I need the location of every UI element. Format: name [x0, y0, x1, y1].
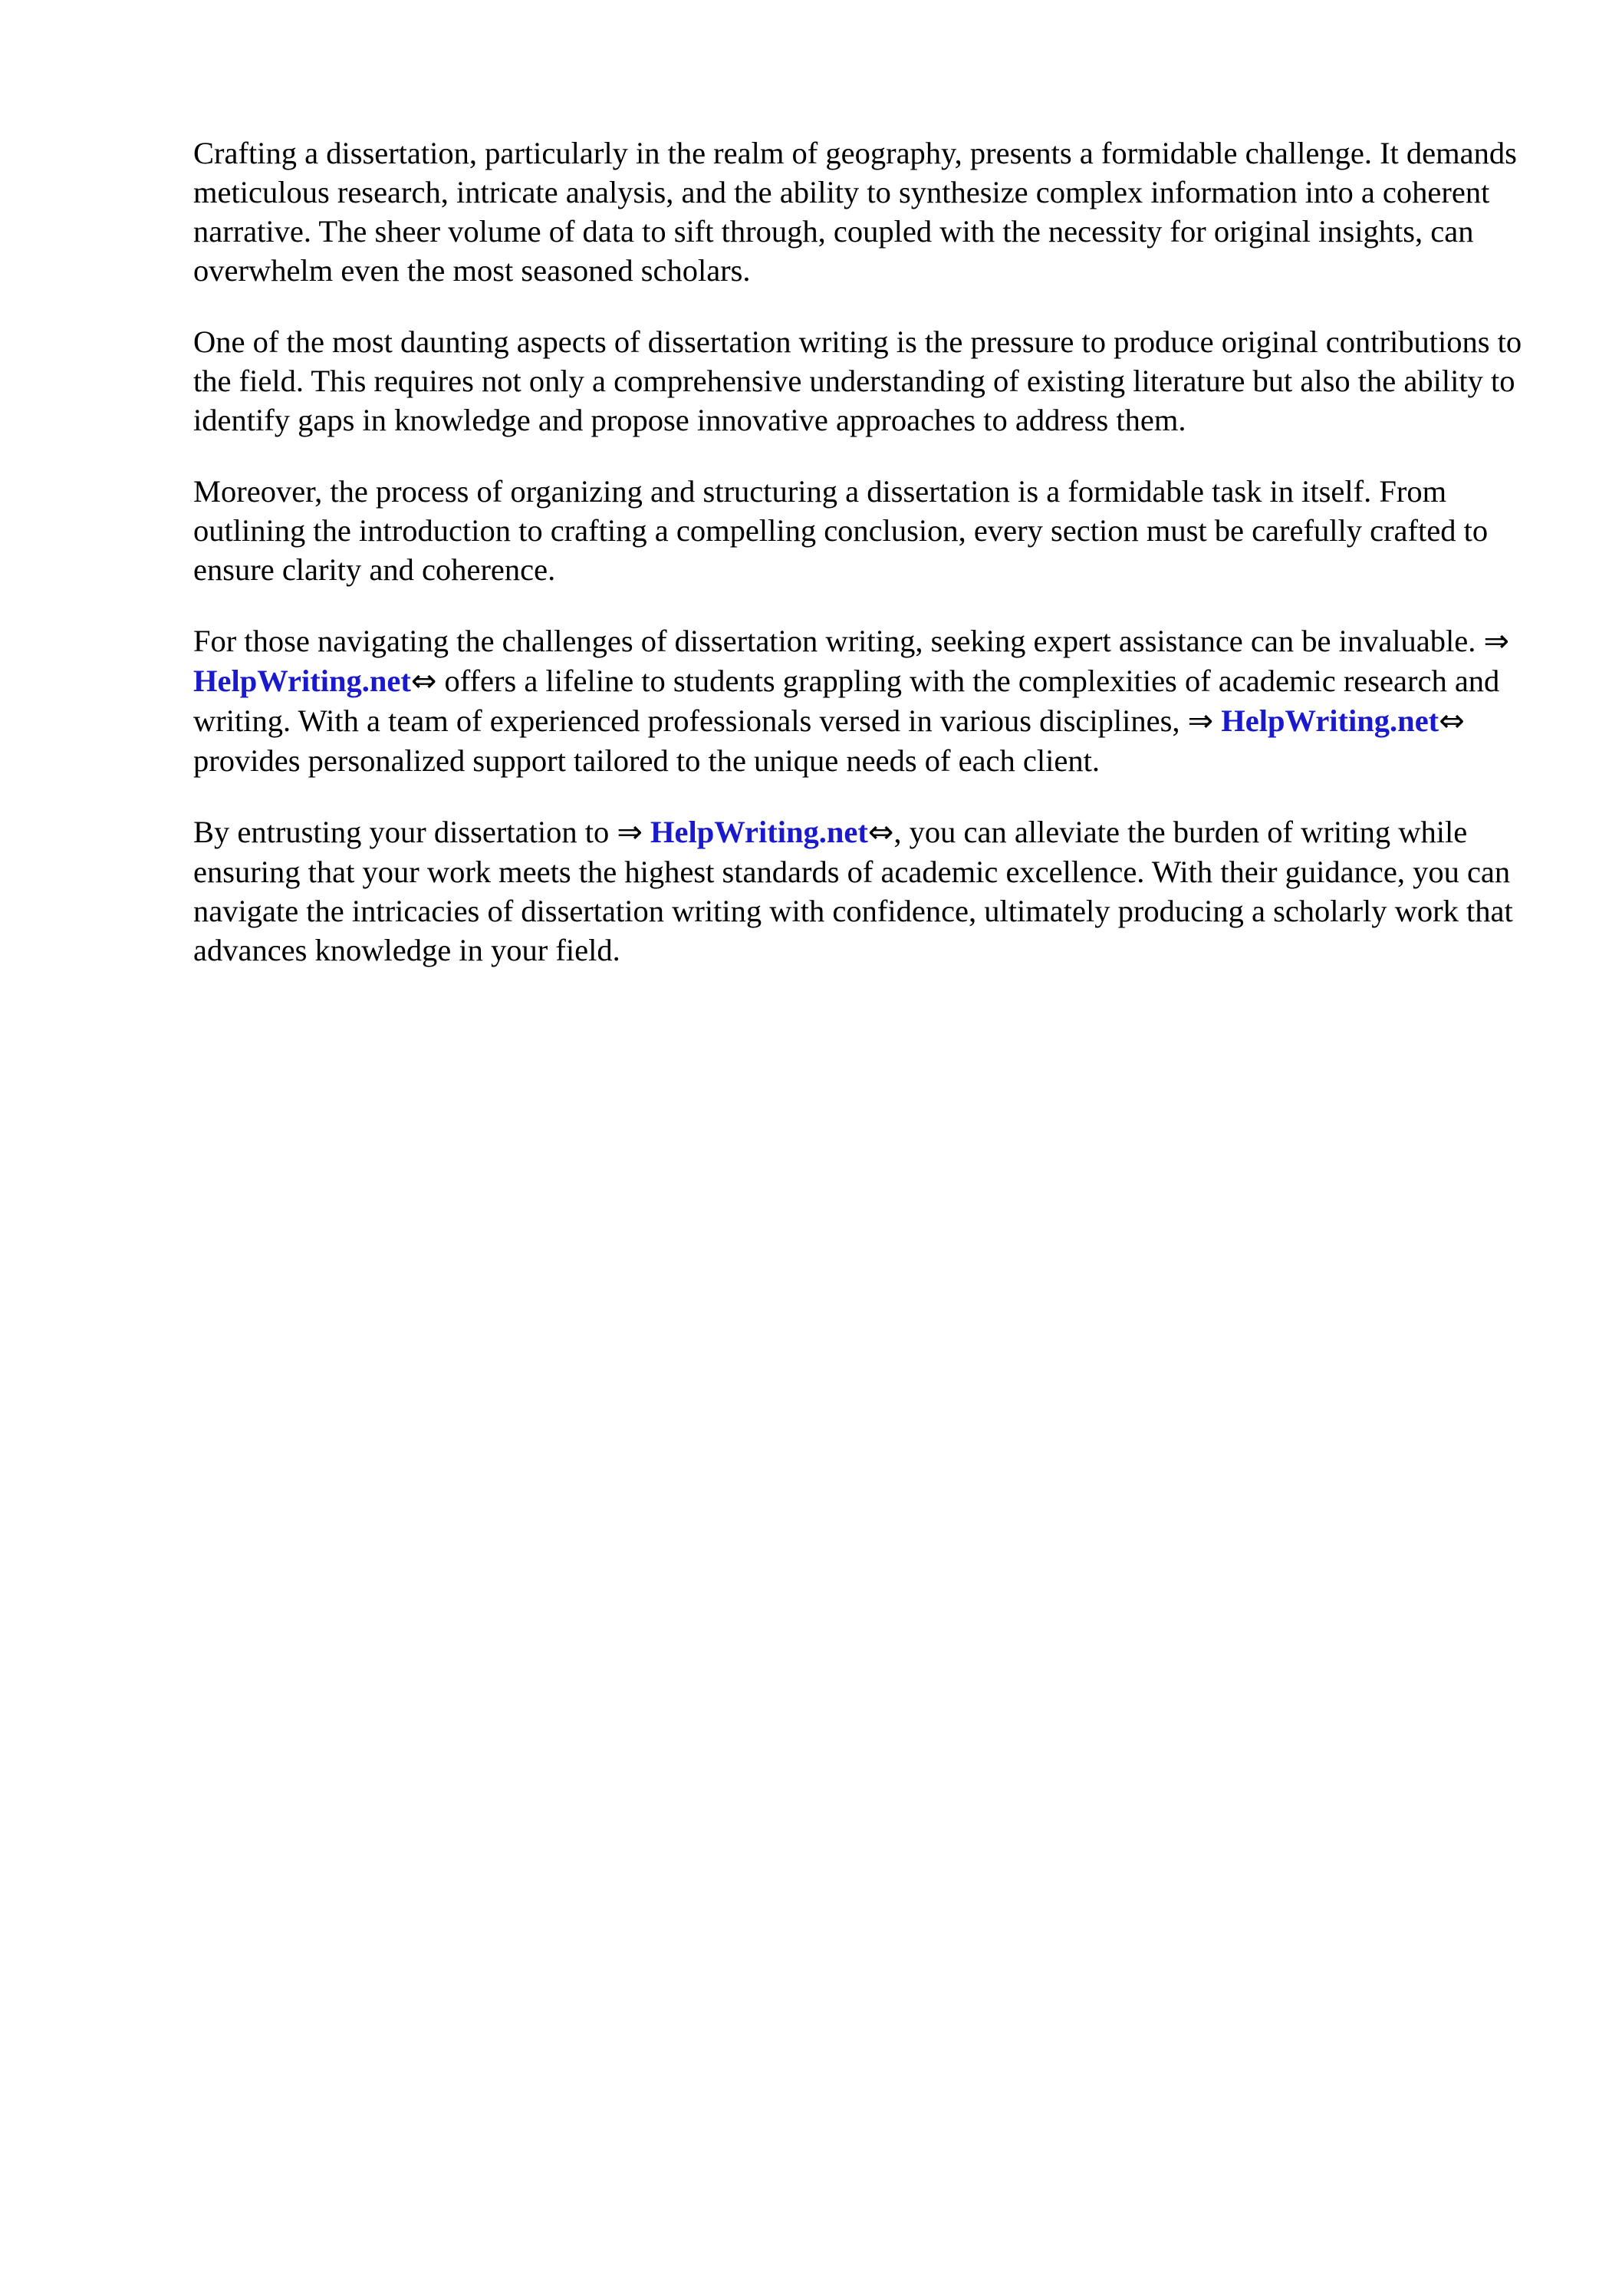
paragraph-4	[193, 621, 1543, 780]
document-body	[193, 133, 1543, 1002]
double-left-right-arrow-icon: ⇔	[867, 815, 894, 850]
paragraph-5-text-1: By entrusting your dissertation to	[193, 815, 617, 849]
paragraph-5-text-2: , you can alleviate the burden of writing while ensuring that your work meets the highest standards of academic excellence. With their guidance, you can navigate the intricacies of dissertation writing with confidence, ultimately producing a scholarly work that advances knowledge in your field.	[193, 815, 1513, 967]
helpwriting-link-3[interactable]: HelpWriting.net	[650, 815, 868, 849]
helpwriting-link-2[interactable]: HelpWriting.net	[1221, 703, 1439, 738]
double-right-arrow-icon: ⇒	[617, 815, 643, 850]
double-left-right-arrow-icon: ⇔	[410, 664, 437, 699]
paragraph-4-text-1: For those navigating the challenges of dissertation writing, seeking expert assistance can be invaluable.	[193, 624, 1484, 658]
paragraph-3: Moreover, the process of organizing and structuring a dissertation is a formidable task in itself. From outlining the introduction to crafting a compelling conclusion, every section must be carefully crafted to ensure clarity and coherence.	[193, 474, 1489, 587]
paragraph-5	[193, 812, 1543, 970]
paragraph-4-text-2: offers a lifeline to students grappling with the complexities of academic research and writing. With a team of experienced professionals versed in various disciplines,	[193, 664, 1500, 738]
helpwriting-link-1[interactable]: HelpWriting.net	[193, 664, 411, 698]
double-right-arrow-icon: ⇒	[1483, 624, 1510, 659]
paragraph-2: One of the most daunting aspects of dissertation writing is the pressure to produce original contributions to the field. This requires not only a comprehensive understanding of existing literature but also the ability to identify gaps in knowledge and propose innovative approaches to address them.	[193, 324, 1522, 437]
paragraph-4-text-3: provides personalized support tailored to the unique needs of each client.	[193, 743, 1100, 778]
double-left-right-arrow-icon: ⇔	[1439, 703, 1465, 739]
double-right-arrow-icon: ⇒	[1187, 703, 1214, 739]
paragraph-1: Crafting a dissertation, particularly in the realm of geography, presents a formidable challenge. It demands meticulous research, intricate analysis, and the ability to synthesize complex information into a coherent narrative. The sheer volume of data to sift through, coupled with the necessity for original insights, can overwhelm even the most seasoned scholars.	[193, 136, 1517, 288]
